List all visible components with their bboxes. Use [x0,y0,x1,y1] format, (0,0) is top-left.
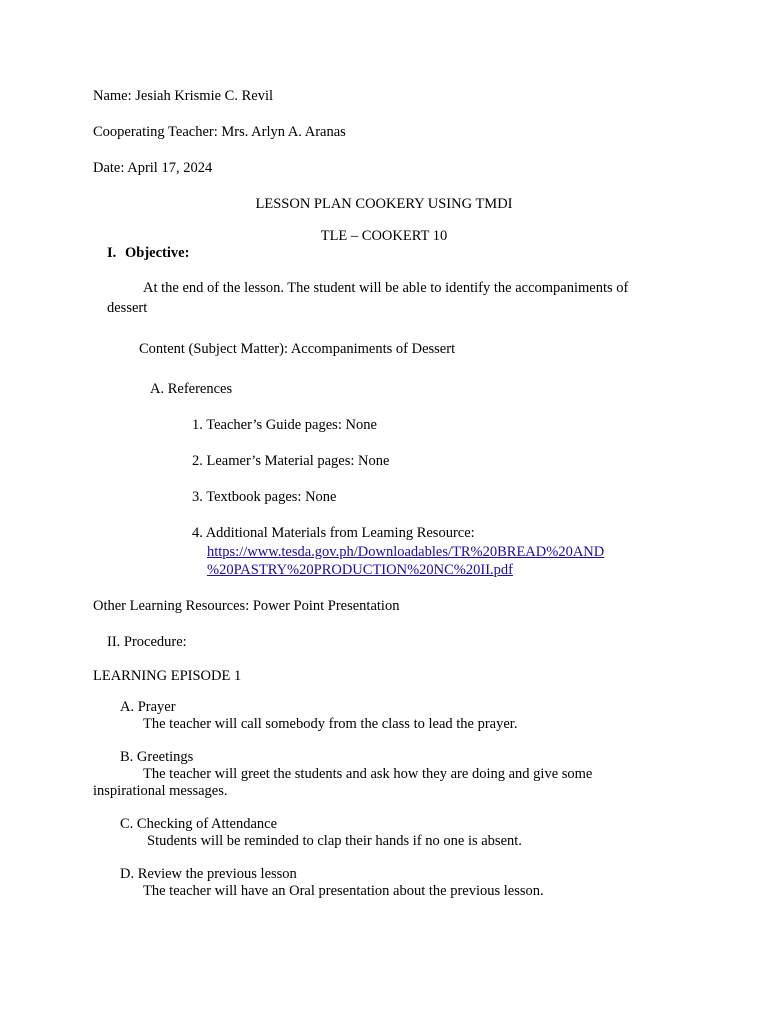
reference-item-learners-material: 2. Leamer’s Material pages: None [192,453,390,469]
learning-episode-heading: LEARNING EPISODE 1 [93,668,242,684]
step-text-attendance: Students will be reminded to clap their hands if no one is absent. [147,833,522,849]
references-heading: A. References [150,381,233,397]
step-text-greetings-line2: inspirational messages. [93,783,228,799]
document-title: LESSON PLAN COOKERY USING TMDI [255,196,513,212]
objective-text-line2: dessert [107,300,148,316]
step-label-prayer: A. Prayer [120,699,176,715]
resource-link-line2[interactable]: %20PASTRY%20PRODUCTION%20NC%20II.pdf [207,562,513,578]
objective-heading: Objective: [125,245,190,261]
objective-text-line1: At the end of the lesson. The student will be able to identify the accompaniments of [143,280,629,296]
reference-item-additional-materials: 4. Additional Materials from Leaming Resource: [192,525,475,541]
reference-item-textbook: 3. Textbook pages: None [192,489,337,505]
cooperating-teacher: Cooperating Teacher: Mrs. Arlyn A. Aranas [93,124,346,140]
student-name: Name: Jesiah Krismie C. Revil [93,88,274,104]
lesson-date: Date: April 17, 2024 [93,160,213,176]
reference-item-teachers-guide: 1. Teacher’s Guide pages: None [192,417,377,433]
other-learning-resources: Other Learning Resources: Power Point Presentation [93,598,400,614]
step-text-review: The teacher will have an Oral presentation about the previous lesson. [143,883,544,899]
step-label-review: D. Review the previous lesson [120,866,297,882]
procedure-heading: II. Procedure: [107,634,187,650]
step-label-attendance: C. Checking of Attendance [120,816,278,832]
document-subtitle: TLE – COOKERT 10 [320,228,448,244]
step-text-prayer: The teacher will call somebody from the class to lead the prayer. [143,716,518,732]
step-label-greetings: B. Greetings [120,749,194,765]
step-text-greetings: The teacher will greet the students and ask how they are doing and give some [143,766,593,782]
resource-link-line1[interactable]: https://www.tesda.gov.ph/Downloadables/TR%20BREAD%20AND [207,544,605,560]
objective-numeral: I. [107,245,117,261]
subject-matter: Content (Subject Matter): Accompaniments of Dessert [139,341,456,357]
